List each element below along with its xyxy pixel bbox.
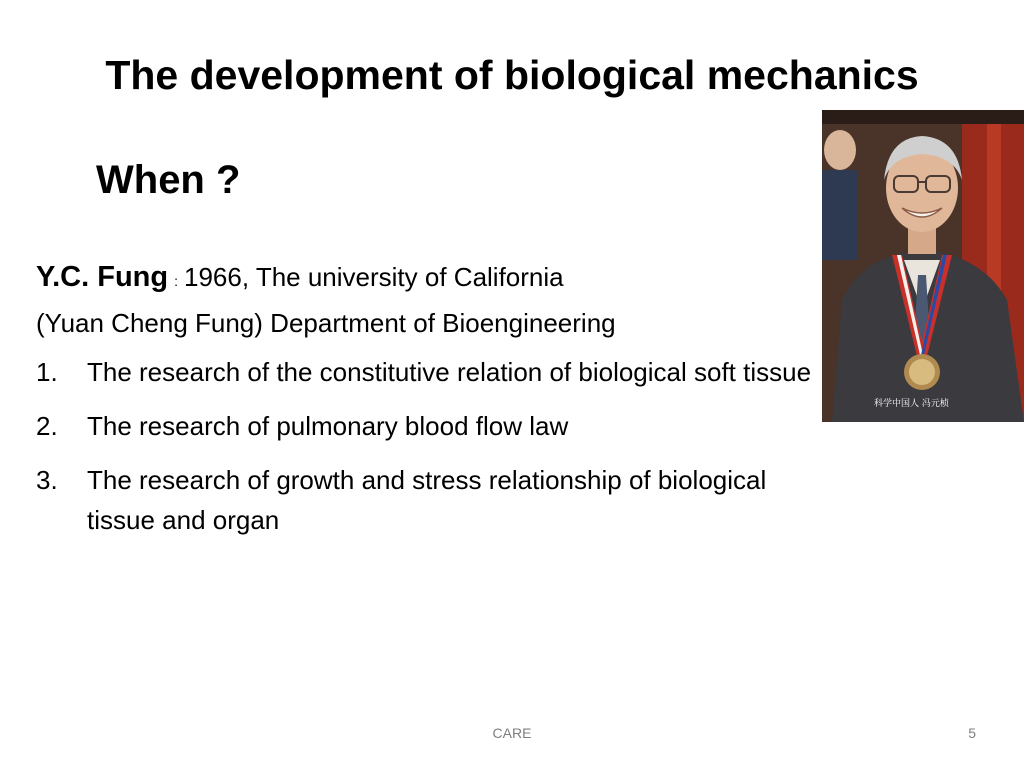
- person-colon: :: [174, 273, 178, 289]
- person-department: Department of Bioengineering: [270, 308, 616, 338]
- list-item: [36, 460, 826, 540]
- person-line-2: [36, 303, 816, 343]
- person-line-1: [36, 255, 816, 303]
- page-number: 5: [968, 725, 976, 741]
- list-item: [36, 352, 826, 392]
- portrait-photo: [822, 110, 1024, 422]
- person-name: Y.C. Fung: [36, 261, 169, 293]
- list-item: [36, 406, 826, 446]
- list-item-number: 3.: [36, 465, 58, 495]
- slide-subtitle: When ?: [96, 158, 241, 202]
- person-intro: [36, 255, 816, 343]
- slide-title: The development of biological mechanics: [105, 52, 919, 98]
- person-year-place: 1966, The university of California: [184, 262, 564, 292]
- list-item-number: 1.: [36, 357, 58, 387]
- footer-label: CARE: [492, 725, 532, 741]
- list-item-text: The research of the constitutive relation of biological soft tissue: [87, 357, 812, 387]
- list-item-text: The research of pulmonary blood flow law: [87, 411, 569, 441]
- list-item-number: 2.: [36, 411, 58, 441]
- portrait-illustration: [822, 110, 1024, 422]
- photo-caption: 科学中国人 冯元桢: [874, 399, 949, 409]
- research-list: [36, 352, 826, 554]
- person-full-name: (Yuan Cheng Fung): [36, 308, 263, 338]
- list-item-text: The research of growth and stress relationship of biological tissue and organ: [87, 465, 767, 535]
